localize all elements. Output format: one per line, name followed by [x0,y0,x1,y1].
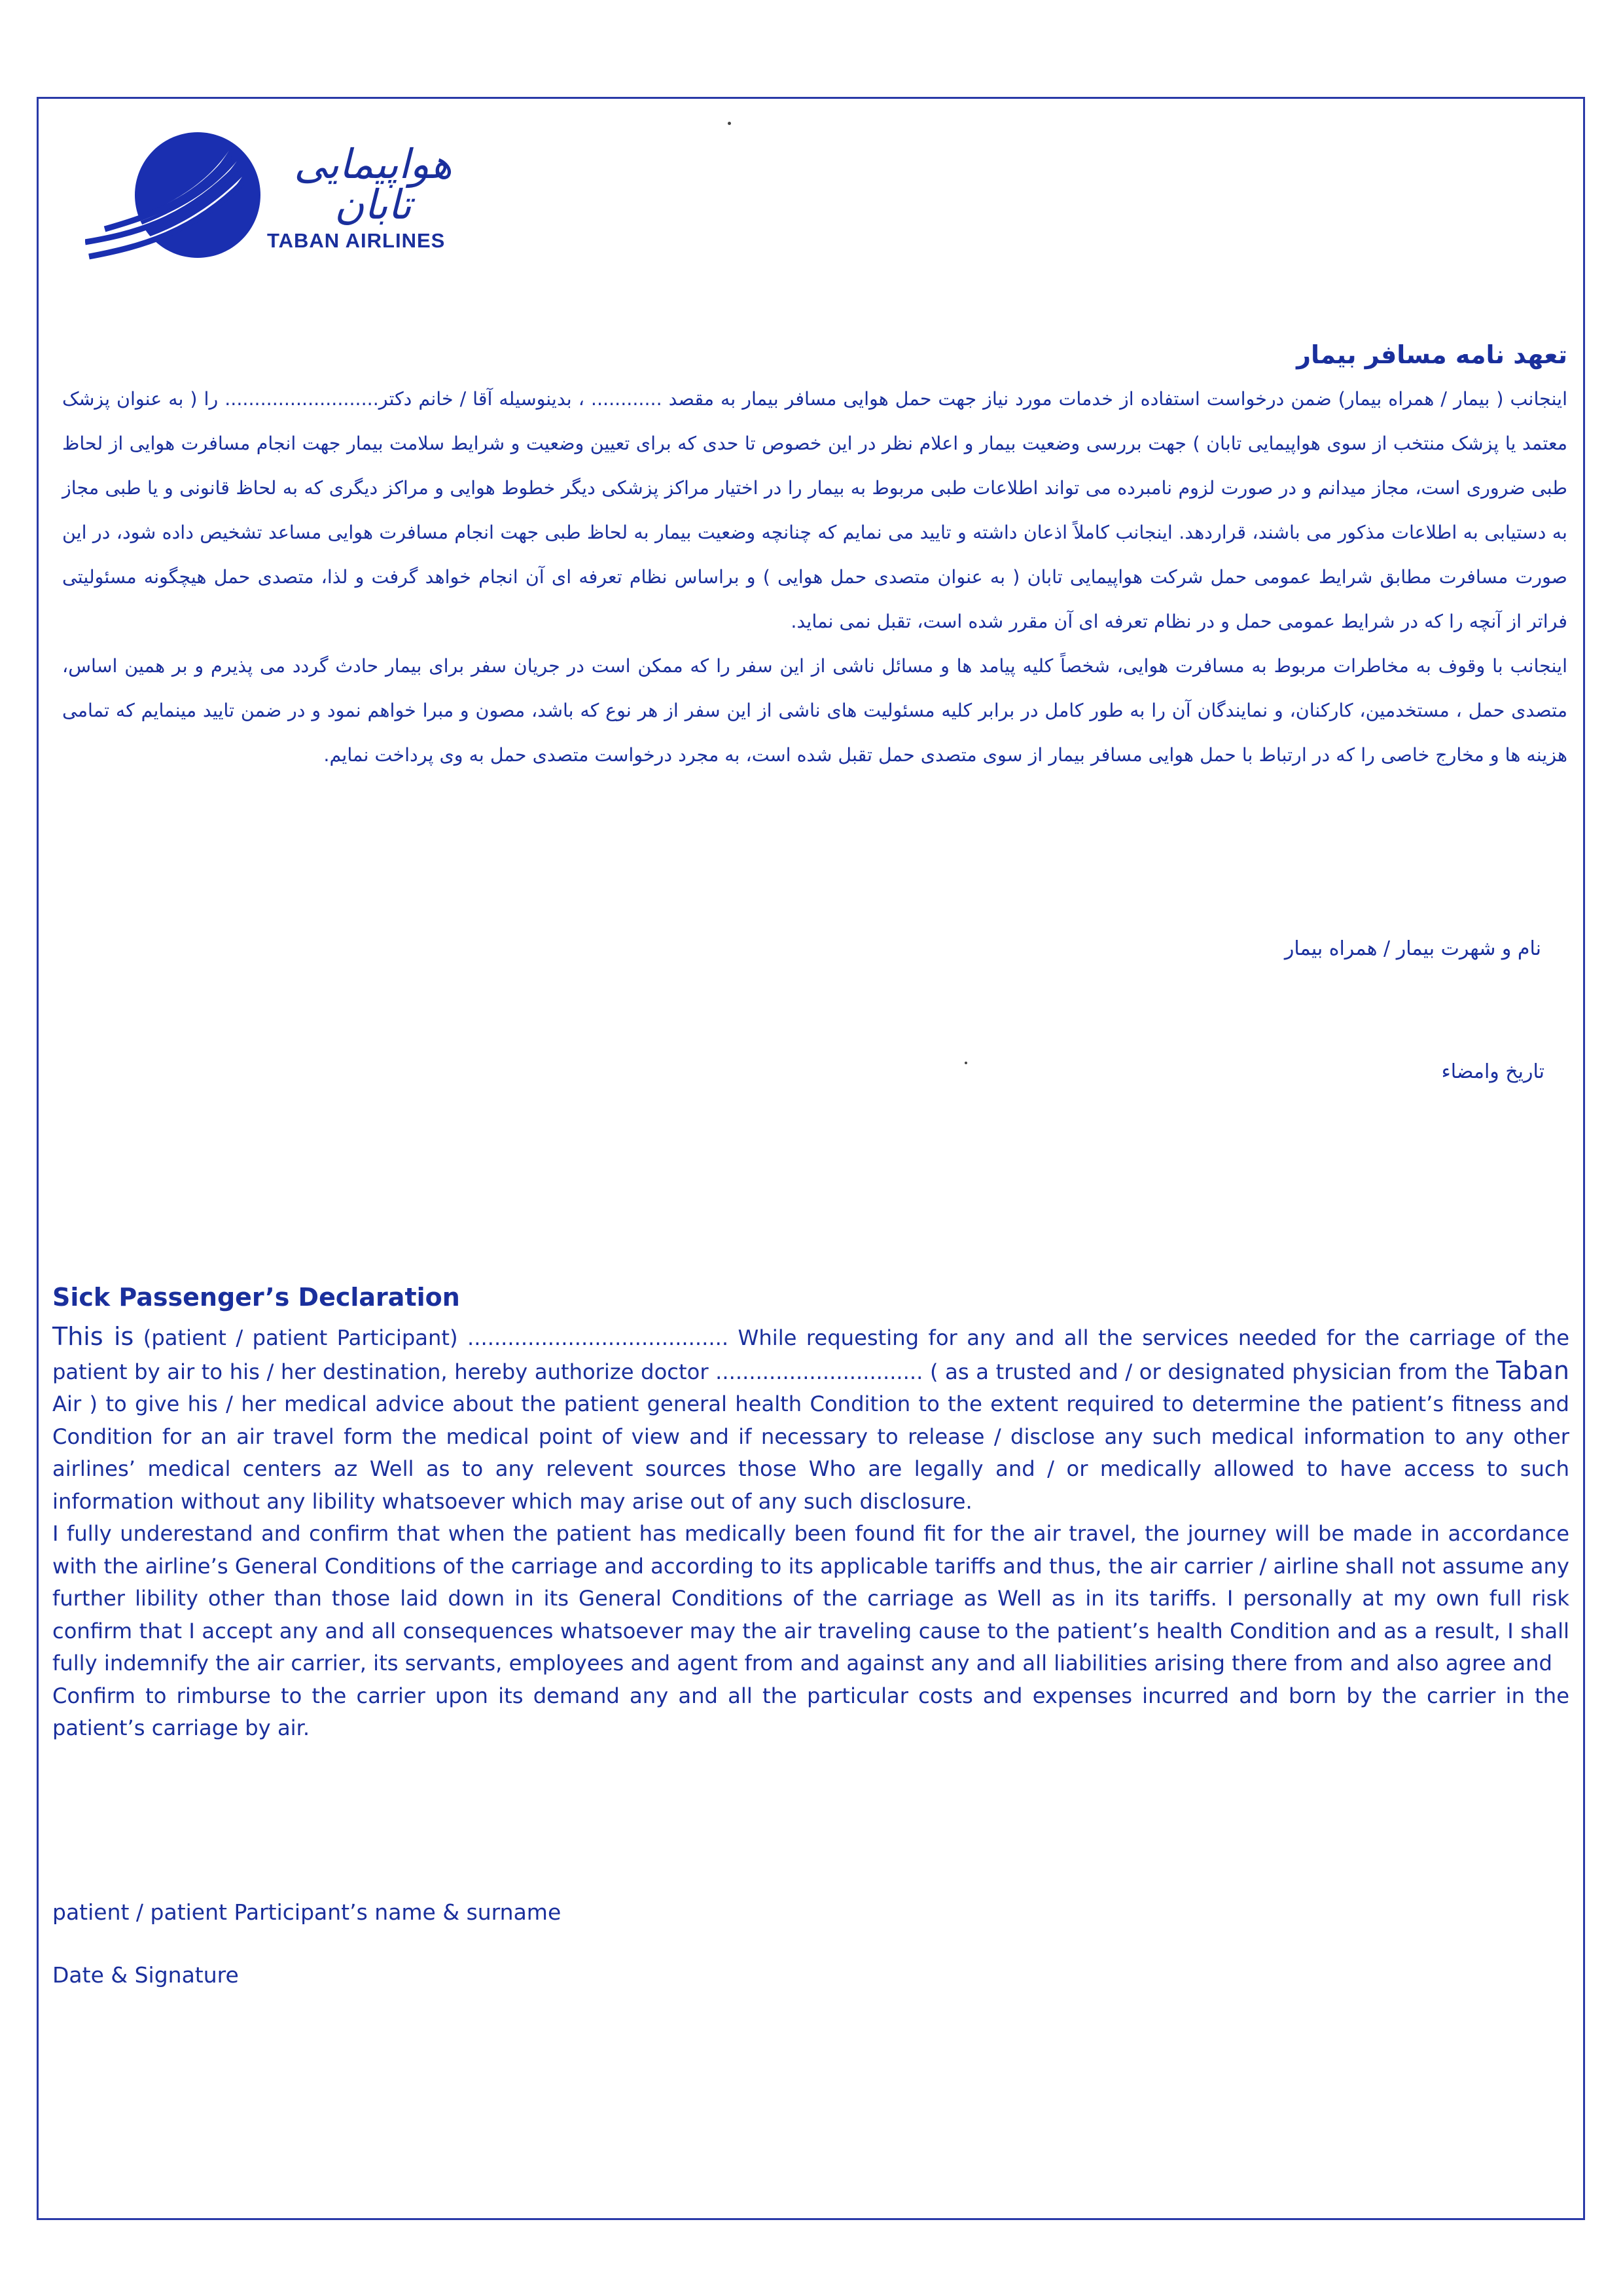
persian-title: تعهد نامه مسافر بیمار [1296,340,1567,369]
english-paragraph-2: I fully underestand and confirm that when the patient has medically been found fit for the air travel, the journey will be made in accordance with the airline’s General Conditions of the carriage and according to its applicable tariffs and thus, the air carrier / airline shall not assume any further libility other than those laid down in its General Conditions of the carriage as Well as in its tariffs. I personally at my own full risk confirm that I accept any and all consequences whatsoever may the air traveling cause to the patient’s health Condition and as a result, I shall fully indemnify the air carrier, its servants, employees and agent from and against any and all liabilities arising there from and also agree and [52,1521,1569,1676]
persian-declaration [62,340,1567,778]
english-declaration [52,1283,1569,1745]
english-date-label: Date & Signature [52,1962,239,1988]
english-p1-tail: Air ) to give his / her medical advice about the patient general health Condition to the extent required to determine the patient’s fitness and Condition for an air travel form the medical point of view and if necessary to release / disclose any such medical information to any other airlines’ medical centers az Well as to any relevent sources those Who are legally and / or medically allowed to have access to such information without any libility whatsoever which may arise out of any such disclosure. [52,1391,1569,1514]
english-title: Sick Passenger’s Declaration [52,1283,460,1312]
airline-emblem-icon [85,131,275,268]
scan-speck [965,1062,967,1064]
persian-date-label: تاریخ وامضاء [1441,1060,1544,1083]
persian-paragraph-1: اینجانب ( بیمار / همراه بیمار) ضمن درخواست استفاده از خدمات مورد نیاز جهت حمل هوایی مسافر بیمار به مقصد ............ ، بدینوسیله آقا / خانم دکتر.......................... را ( به عنوان پزشک معتمد یا پزشک منتخب از سوی هواپیمایی تابان ) جهت بررسی وضعیت بیمار و اعلام نظر در این خصوص تا حدی که برای تعیین وضعیت و شرایط سلامت بیمار جهت انجام مسافرت هوایی از لحاظ طبی ضروری است، مجاز میدانم و در صورت لزوم نامبرده می تواند اطلاعات طبی مربوط به بیمار را در اختیار مراکز پزشکی دیگر خطوط هوایی و مراکز دیگری که به لحاظ قانونی و یا طبی مجاز به دستیابی به اطلاعات مذکور می باشند، قراردهد. اینجانب کاملاً اذعان داشته و تایید می نمایم که چنانچه وضعیت بیمار به لحاظ طبی جهت انجام مسافرت هوایی مساعد تشخیص داده شود، در این صورت مسافرت مطابق شرایط عمومی حمل شرکت هواپیمایی تابان ( به عنوان متصدی حمل هوایی ) و براساس نظام تعرفه ای آن انجام خواهد گرفت و لذا، متصدی حمل هیچگونه مسئولیتی فراتر از آنچه را که در شرایط عمومی حمل و در نظام تعرفه ای آن مقرر شده است، تقبل نمی نماید. [62,388,1567,632]
taban-airlines-logo [85,131,478,268]
english-p1-rest: (patient / patient Participant) ....................................... While requesting for any and all the services needed for the carriage of the patient by air to his / her destination, hereby authorize doctor ............................... ( as a trusted and / or designated physician from the [52,1325,1569,1384]
english-paragraph-3: Confirm to rimburse to the carrier upon its demand any and all the particular costs and expenses incurred and born by the carrier in the patient’s carriage by air. [52,1683,1569,1740]
persian-paragraph-2: اینجانب با وقوف به مخاطرات مربوط به مسافرت هوایی، شخصاً کلیه پیامد ها و مسائل ناشی از این سفر را که ممکن است در جریان سفر برای بیمار حادث گردد می پذیرم و بر همین اساس، متصدی حمل ، مستخدمین، کارکنان، و نمایندگان آن را به طور کامل در برابر کلیه مسئولیت های ناشی از این سفر از هر نوع که باشد، مصون و مبرا خواهم نمود و در ضمن تایید مینمایم که تمامی هزینه ها و مخارج خاصی را که در ارتباط با حمل هوایی مسافر بیمار از سوی متصدی حمل تقبل شده است، به مجرد درخواست متصدی حمل به وی پرداخت نمایم. [62,655,1567,766]
logo-persian-name: هواپیمایی تابان [294,140,452,228]
logo-english-name: TABAN AIRLINES [267,229,446,252]
persian-name-label: نام و شهرت بیمار / همراه بیمار [1284,937,1541,960]
english-name-label: patient / patient Participant’s name & surname [52,1899,562,1925]
scan-speck [728,122,731,125]
english-paragraph-1 [52,1321,1569,1518]
english-p1-taban: Taban [1496,1355,1569,1385]
english-p1-lead: This is [52,1322,134,1351]
